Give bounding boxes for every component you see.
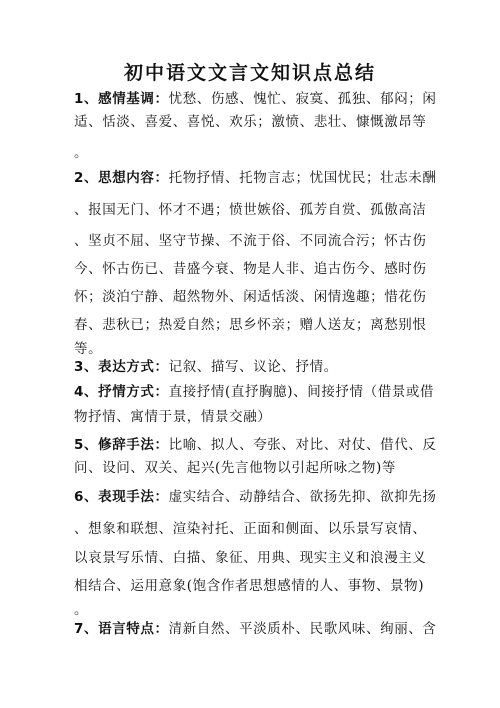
text-line bbox=[74, 339, 494, 359]
line-text: 等。 bbox=[74, 341, 103, 357]
line-text: 、想象和联想、渲染衬托、正面和侧面、以乐景写哀情、 bbox=[74, 521, 427, 537]
line-text: 春、悲秋已；热爱自然；思乡怀亲；赠人送友；离愁别恨 bbox=[74, 317, 427, 333]
text-line bbox=[74, 600, 494, 620]
section-heading-line bbox=[74, 619, 494, 639]
section-number: 4、 bbox=[74, 384, 99, 400]
text-line bbox=[74, 200, 494, 220]
line-text: 适、恬淡、喜爱、喜悦、欢乐；激愤、悲壮、慷慨激昂等 bbox=[74, 114, 427, 130]
line-text: 、报国无门、怀才不遇；愤世嫉俗、孤芳自赏、孤傲高洁 bbox=[74, 202, 427, 218]
text-line bbox=[74, 112, 494, 132]
line-text: 虚实结合、动静结合、欲扬先抑、欲抑先扬 bbox=[168, 489, 437, 505]
section-heading-line bbox=[74, 168, 494, 188]
section-heading: 思想内容： bbox=[98, 170, 169, 186]
line-text: 。 bbox=[74, 145, 89, 161]
section-number: 1、 bbox=[74, 91, 99, 107]
line-text: 以哀景写乐情、白描、象征、用典、现实主义和浪漫主义 bbox=[74, 550, 427, 566]
line-text: 问、设问、双关、起兴(先言他物以引起所咏之物)等 bbox=[74, 460, 396, 476]
line-text: 比喻、拟人、夸张、对比、对仗、借代、反 bbox=[168, 437, 437, 453]
section-number: 3、 bbox=[74, 359, 99, 375]
text-line bbox=[74, 231, 494, 251]
text-line bbox=[74, 407, 494, 427]
line-text: 忧愁、伤感、愧忙、寂寞、孤独、郁闷；闲 bbox=[168, 91, 437, 107]
section-heading-line bbox=[74, 435, 494, 455]
section-heading: 表达方式： bbox=[98, 359, 169, 375]
line-text: 直接抒情(直抒胸臆)、间接抒情（借景或借 bbox=[168, 384, 435, 400]
section-heading: 修辞手法： bbox=[98, 437, 169, 453]
text-line bbox=[74, 287, 494, 307]
section-number: 7、 bbox=[74, 621, 99, 637]
section-heading-line bbox=[74, 487, 494, 507]
section-heading-line bbox=[74, 89, 494, 109]
text-line bbox=[74, 458, 494, 478]
line-text: 物抒情、寓情于景，情景交融） bbox=[74, 409, 272, 425]
section-number: 5、 bbox=[74, 437, 99, 453]
section-heading: 感情基调： bbox=[98, 91, 169, 107]
section-heading: 表现手法： bbox=[98, 489, 169, 505]
line-text: 托物抒情、托物言志；忧国忧民；壮志未酬 bbox=[168, 170, 437, 186]
section-heading-line bbox=[74, 382, 494, 402]
line-text: 记叙、描写、议论、抒情。 bbox=[168, 359, 338, 375]
text-line bbox=[74, 315, 494, 335]
section-number: 6、 bbox=[74, 489, 99, 505]
text-line bbox=[74, 143, 494, 163]
text-line bbox=[74, 519, 494, 539]
line-text: 。 bbox=[74, 602, 89, 618]
section-heading: 语言特点： bbox=[98, 621, 169, 637]
line-text: 相结合、运用意象(饱含作者思想感情的人、事物、景物) bbox=[74, 578, 425, 594]
text-line bbox=[74, 548, 494, 568]
line-text: 怀；淡泊宁静、超然物外、闲适恬淡、闲情逸趣；惜花伤 bbox=[74, 289, 427, 305]
text-line bbox=[74, 259, 494, 279]
text-line bbox=[74, 576, 494, 596]
line-text: 清新自然、平淡质朴、民歌风味、绚丽、含 bbox=[168, 621, 437, 637]
line-text: 、坚贞不屈、坚守节操、不流于俗、不同流合污；怀古伤 bbox=[74, 233, 427, 249]
section-number: 2、 bbox=[74, 170, 99, 186]
page-title: 初中语文文言文知识点总结 bbox=[123, 62, 376, 84]
line-text: 今、怀古伤已、昔盛今衰、物是人非、追古伤今、感时伤 bbox=[74, 261, 427, 277]
section-heading-line bbox=[74, 357, 494, 377]
section-heading: 抒情方式： bbox=[98, 384, 169, 400]
